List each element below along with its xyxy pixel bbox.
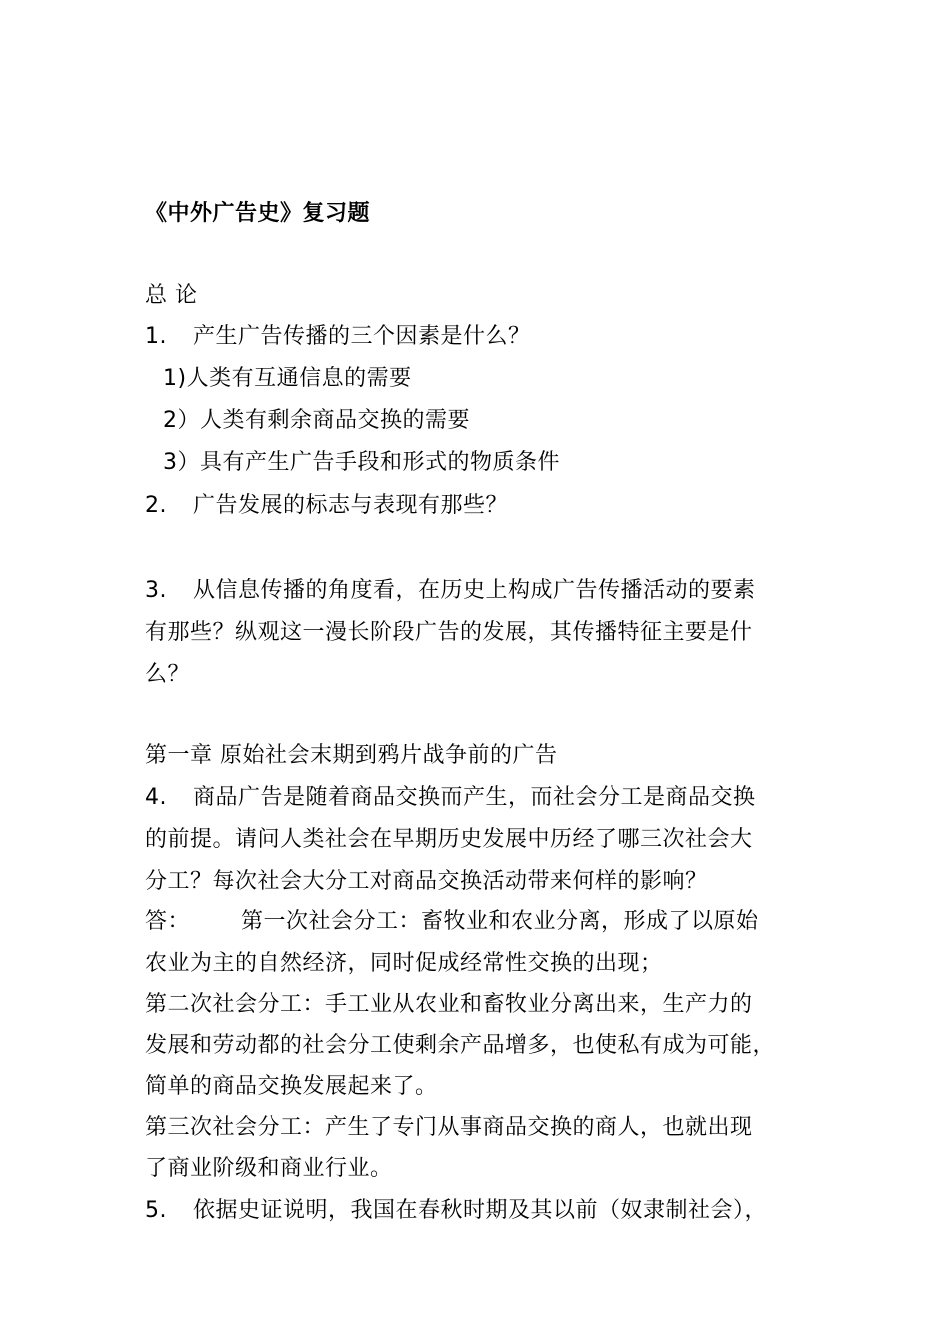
question-number: 3.	[145, 578, 167, 603]
question-2	[145, 491, 508, 521]
question-text-line: 商品广告是随着商品交换而产生，而社会分工是商品交换	[193, 785, 756, 810]
question-text-line: 从信息传播的角度看，在历史上构成广告传播活动的要素	[193, 578, 756, 603]
answer-first-line-2: 农业为主的自然经济，同时促成经常性交换的出现；	[145, 951, 663, 976]
answer-first-division	[145, 907, 759, 937]
question-text: 产生广告传播的三个因素是什么？	[193, 324, 531, 349]
question-4	[145, 783, 756, 813]
question-3-line-2: 有那些？纵观这一漫长阶段广告的发展，其传播特征主要是什	[145, 620, 753, 645]
question-number: 1.	[145, 324, 167, 349]
answer-item-1: 1)人类有互通信息的需要	[163, 366, 412, 391]
answer-text-line: 第一次社会分工：畜牧业和农业分离，形成了以原始	[241, 909, 759, 934]
question-1	[145, 322, 531, 352]
answer-third-line-2: 了商业阶级和商业行业。	[145, 1156, 393, 1181]
answer-item-3: 3）具有产生广告手段和形式的物质条件	[163, 450, 560, 475]
answer-second-line-3: 简单的商品交换发展起来了。	[145, 1074, 438, 1099]
answer-second-line-2: 发展和劳动都的社会分工使剩余产品增多，也使私有成为可能，	[145, 1033, 776, 1058]
question-number: 5.	[145, 1198, 167, 1223]
chapter-heading-1: 第一章 原始社会末期到鸦片战争前的广告	[145, 743, 558, 768]
answer-item-2: 2）人类有剩余商品交换的需要	[163, 408, 470, 433]
question-5	[145, 1196, 767, 1226]
question-3-line-3: 么？	[145, 662, 191, 687]
question-number: 4.	[145, 785, 167, 810]
answer-third-line-1: 第三次社会分工：产生了专门从事商品交换的商人，也就出现	[145, 1115, 753, 1140]
answer-label: 答：	[145, 909, 191, 934]
answer-second-line-1: 第二次社会分工：手工业从农业和畜牧业分离出来，生产力的	[145, 992, 753, 1017]
section-heading-general: 总 论	[145, 283, 198, 308]
question-text: 广告发展的标志与表现有那些？	[193, 493, 509, 518]
question-4-line-2: 的前提。请问人类社会在早期历史发展中历经了哪三次社会大	[145, 827, 753, 852]
document-title: 《中外广告史》复习题	[145, 201, 371, 226]
question-3	[145, 576, 756, 606]
question-4-line-3: 分工？每次社会大分工对商品交换活动带来何样的影响？	[145, 869, 708, 894]
question-text-line: 依据史证说明，我国在春秋时期及其以前（奴隶制社会），	[193, 1198, 768, 1223]
question-number: 2.	[145, 493, 167, 518]
